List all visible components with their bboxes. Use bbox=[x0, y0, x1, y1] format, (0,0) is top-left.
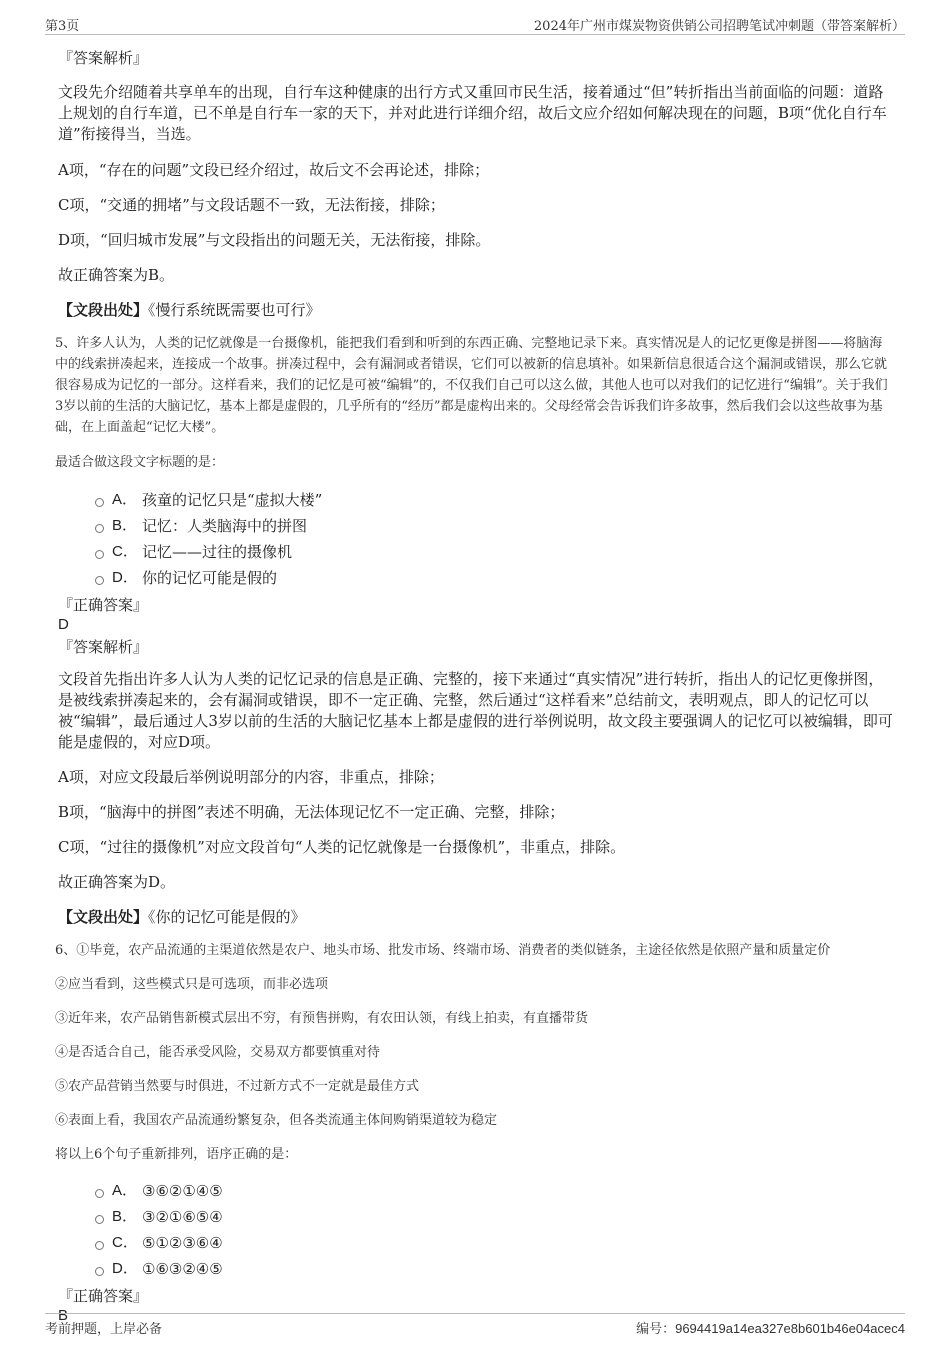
option-a[interactable] bbox=[95, 487, 895, 513]
analysis-option-a: A项，“存在的问题”文段已经介绍过，故后文不会再论述，排除； bbox=[58, 161, 490, 179]
option-key: C． bbox=[112, 1234, 138, 1251]
correct-answer: B bbox=[58, 1307, 69, 1324]
footer-slogan: 考前押题，上岸必备 bbox=[45, 1322, 163, 1337]
radio-button[interactable] bbox=[95, 498, 104, 507]
code-value: 9694419a14ea327e8b601b46e04acec4 bbox=[675, 1321, 905, 1336]
analysis-paragraph: 文段先介绍随着共享单车的出现，自行车这种健康的出行方式又重回市民生活，接着通过“但”转折指出当前面临的问题：道路上规划的自行车道，已不单是自行车一家的天下，并对此进行详细介绍，故后文应介绍如何解决现在的问题，B项“优化自行车道”衔接得当，当选。 bbox=[58, 83, 887, 143]
analysis-option-b: B项，“脑海中的拼图”表述不明确，无法体现记忆不一定正确、完整，排除； bbox=[58, 803, 565, 821]
option-key: C． bbox=[112, 543, 138, 560]
option-text: ③⑥②①④⑤ bbox=[142, 1182, 223, 1200]
option-b[interactable] bbox=[95, 513, 895, 539]
radio-button[interactable] bbox=[95, 1215, 104, 1224]
analysis-option-c: C项，“交通的拥堵”与文段话题不一致，无法衔接，排除； bbox=[58, 196, 445, 214]
correct-answer: D bbox=[58, 616, 69, 633]
analysis-label: 『答案解析』 bbox=[58, 638, 149, 656]
radio-button[interactable] bbox=[95, 524, 104, 533]
analysis-option-d: D项，“回归城市发展”与文段指出的问题无关，无法衔接，排除。 bbox=[58, 231, 491, 249]
radio-button[interactable] bbox=[95, 550, 104, 559]
question-6-sentence-5: ⑤农产品营销当然要与时俱进，不过新方式不一定就是最佳方式 bbox=[55, 1079, 420, 1094]
source-label: 【文段出处】 bbox=[58, 908, 149, 926]
source-label: 【文段出处】 bbox=[58, 301, 149, 319]
radio-button[interactable] bbox=[95, 1267, 104, 1276]
option-text: ①⑥③②④⑤ bbox=[142, 1260, 223, 1278]
question-6-options bbox=[55, 1178, 895, 1282]
option-key: A． bbox=[112, 1182, 138, 1199]
question-6-prompt: 将以上6个句子重新排列，语序正确的是： bbox=[55, 1147, 298, 1162]
option-b[interactable] bbox=[95, 1204, 895, 1230]
correct-answer-label: 『正确答案』 bbox=[58, 1287, 149, 1305]
option-text: ⑤①②③⑥④ bbox=[142, 1234, 223, 1252]
page-header bbox=[45, 12, 905, 35]
question-6-sentence-2: ②应当看到，这些模式只是可选项，而非必选项 bbox=[55, 977, 329, 992]
option-text: 记忆——过往的摄像机 bbox=[142, 543, 293, 561]
question-6-sentence-6: ⑥表面上看，我国农产品流通纷繁复杂，但各类流通主体间购销渠道较为稳定 bbox=[55, 1113, 498, 1128]
option-key: B． bbox=[112, 517, 138, 534]
option-a[interactable] bbox=[95, 1178, 895, 1204]
option-text: 孩童的记忆只是“虚拟大楼” bbox=[142, 491, 323, 509]
question-6-sentence-3: ③近年来，农产品销售新模式层出不穷，有预售拼购，有农田认领，有线上拍卖，有直播带货 bbox=[55, 1011, 589, 1026]
option-text: 记忆：人类脑海中的拼图 bbox=[142, 517, 308, 535]
analysis-option-c: C项，“过往的摄像机”对应文段首句“人类的记忆就像是一台摄像机”，非重点，排除。 bbox=[58, 838, 626, 856]
correct-answer-label: 『正确答案』 bbox=[58, 596, 149, 614]
source-title: 《你的记忆可能是假的》 bbox=[148, 908, 306, 926]
radio-button[interactable] bbox=[95, 1241, 104, 1250]
option-key: B． bbox=[112, 1208, 138, 1225]
option-text: ③②①⑥⑤④ bbox=[142, 1208, 223, 1226]
document-code bbox=[636, 1318, 905, 1337]
document-title: 2024年广州市煤炭物资供销公司招聘笔试冲刺题（带答案解析） bbox=[533, 19, 905, 34]
question-6-sentence-4: ④是否适合自己，能否承受风险，交易双方都要慎重对待 bbox=[55, 1045, 381, 1060]
option-key: D． bbox=[112, 569, 138, 586]
page-number: 第3页 bbox=[45, 19, 80, 34]
option-key: D． bbox=[112, 1260, 138, 1277]
code-label: 编号： bbox=[636, 1322, 676, 1337]
option-d[interactable] bbox=[95, 565, 895, 591]
page-content bbox=[55, 42, 895, 1326]
option-key: A． bbox=[112, 491, 138, 508]
option-c[interactable] bbox=[95, 539, 895, 565]
radio-button[interactable] bbox=[95, 1189, 104, 1198]
question-5-options bbox=[55, 487, 895, 591]
source-line bbox=[55, 300, 895, 320]
analysis-label: 『答案解析』 bbox=[58, 49, 149, 67]
source-title: 《慢行系统既需要也可行》 bbox=[148, 301, 321, 319]
analysis-paragraph: 文段首先指出许多人认为人类的记忆记录的信息是正确、完整的，接下来通过“真实情况”进行转折，指出人的记忆更像拼图，是被线索拼凑起来的，会有漏洞或错误，即不一定正确、完整，然后通过“这样看来”总结前文，表明观点，即人的记忆可以被“编辑”，最后通过人3岁以前的生活的大脑记忆基本上都是虚假的进行举例说明，故文段主要强调人的记忆可以被编辑，即可能是虚假的，对应D项。 bbox=[58, 670, 893, 751]
question-5-prompt: 最适合做这段文字标题的是： bbox=[55, 455, 225, 470]
option-d[interactable] bbox=[95, 1256, 895, 1282]
radio-button[interactable] bbox=[95, 576, 104, 585]
analysis-conclusion: 故正确答案为D。 bbox=[58, 873, 176, 891]
page-footer bbox=[45, 1313, 905, 1338]
source-line bbox=[55, 907, 895, 927]
question-5-stem: 5、许多人认为，人类的记忆就像是一台摄像机，能把我们看到和听到的东西正确、完整地记录下来。真实情况是人的记忆更像是拼图——将脑海中的线索拼凑起来，连接成一个故事。拼凑过程中，会有漏洞或者错误，它们可以被新的信息填补。如果新信息很适合这个漏洞或错误，那么它就很容易成为记忆的一部分。这样看来，我们的记忆是可被“编辑”的，不仅我们自己可以这么做，其他人也可以对我们的记忆进行“编辑”。关于我们3岁以前的生活的大脑记忆，基本上都是虚假的，几乎所有的“经历”都是虚构出来的。父母经常会告诉我们许多故事，然后我们会以这些故事为基础，在上面盖起“记忆大楼”。 bbox=[55, 336, 888, 435]
analysis-conclusion: 故正确答案为B。 bbox=[58, 266, 175, 284]
option-text: 你的记忆可能是假的 bbox=[142, 569, 278, 587]
question-6-sentence-1: 6、①毕竟，农产品流通的主渠道依然是农户、地头市场、批发市场、终端市场、消费者的类似链条，主途径依然是依照产量和质量定价 bbox=[55, 943, 831, 958]
option-c[interactable] bbox=[95, 1230, 895, 1256]
analysis-option-a: A项，对应文段最后举例说明部分的内容，非重点，排除； bbox=[58, 768, 444, 786]
